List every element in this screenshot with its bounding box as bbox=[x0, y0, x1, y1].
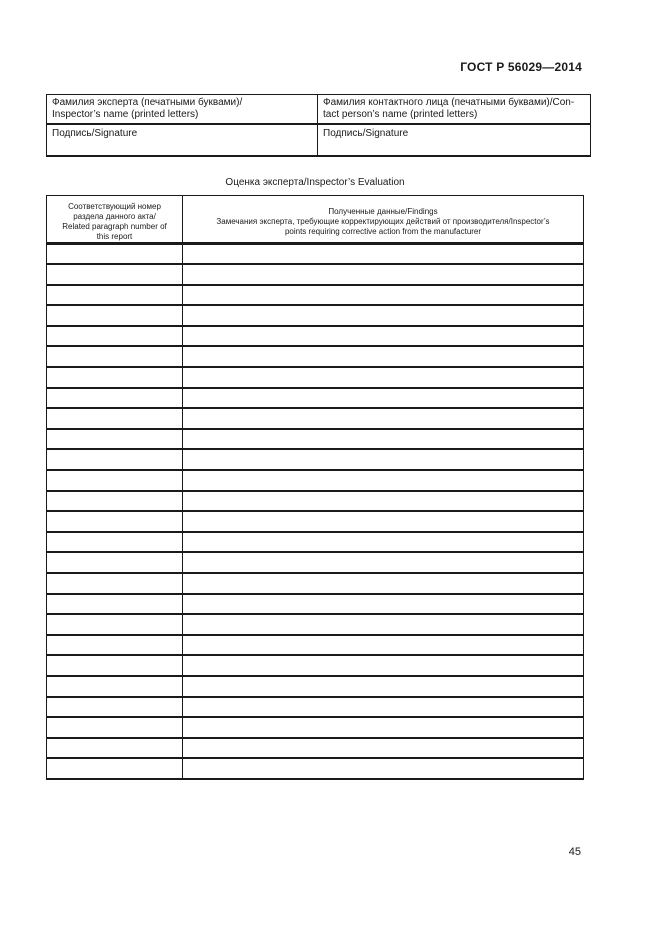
paragraph-number-cell bbox=[47, 697, 183, 718]
findings-cell bbox=[183, 470, 584, 491]
evaluation-row bbox=[47, 614, 584, 635]
findings-cell bbox=[183, 676, 584, 697]
findings-cell bbox=[183, 614, 584, 635]
evaluation-row bbox=[47, 346, 584, 367]
paragraph-header-line: раздела данного акта/ bbox=[73, 212, 156, 221]
paragraph-number-cell bbox=[47, 305, 183, 326]
paragraph-number-cell bbox=[47, 491, 183, 512]
evaluation-row bbox=[47, 470, 584, 491]
paragraph-number-cell bbox=[47, 449, 183, 470]
findings-cell bbox=[183, 244, 584, 265]
document-code: ГОСТ Р 56029—2014 bbox=[460, 60, 582, 74]
paragraph-number-cell bbox=[47, 635, 183, 656]
evaluation-row bbox=[47, 326, 584, 347]
evaluation-header-row bbox=[47, 196, 584, 244]
findings-cell bbox=[183, 264, 584, 285]
paragraph-number-cell bbox=[47, 717, 183, 738]
paragraph-number-cell bbox=[47, 429, 183, 450]
paragraph-number-cell bbox=[47, 511, 183, 532]
findings-header-line: Полученные данные/Findings bbox=[328, 207, 438, 216]
paragraph-number-cell bbox=[47, 532, 183, 553]
findings-cell bbox=[183, 346, 584, 367]
inspector-signature-label: Подпись/Signature bbox=[52, 128, 138, 139]
evaluation-row bbox=[47, 532, 584, 553]
evaluation-row bbox=[47, 367, 584, 388]
findings-header bbox=[183, 196, 584, 244]
findings-cell bbox=[183, 532, 584, 553]
paragraph-number-cell bbox=[47, 738, 183, 759]
evaluation-row bbox=[47, 388, 584, 409]
inspector-signature-cell bbox=[47, 124, 318, 156]
evaluation-row bbox=[47, 655, 584, 676]
contact-name-label-en: tact person’s name (printed letters) bbox=[323, 108, 478, 120]
evaluation-row bbox=[47, 594, 584, 615]
paragraph-number-cell bbox=[47, 552, 183, 573]
paragraph-number-cell bbox=[47, 655, 183, 676]
evaluation-row bbox=[47, 491, 584, 512]
evaluation-row bbox=[47, 552, 584, 573]
paragraph-header-line: this report bbox=[96, 232, 133, 241]
name-row bbox=[47, 95, 591, 125]
evaluation-row bbox=[47, 717, 584, 738]
findings-cell bbox=[183, 655, 584, 676]
findings-header-line: Замечания эксперта, требующие корректирующих действий от производителя/Inspector’s bbox=[216, 217, 550, 226]
evaluation-row bbox=[47, 408, 584, 429]
evaluation-title: Оценка эксперта/Inspector’s Evaluation bbox=[225, 177, 405, 188]
findings-cell bbox=[183, 697, 584, 718]
findings-cell bbox=[183, 717, 584, 738]
evaluation-row bbox=[47, 758, 584, 779]
findings-cell bbox=[183, 758, 584, 779]
findings-cell bbox=[183, 429, 584, 450]
evaluation-row bbox=[47, 429, 584, 450]
paragraph-number-header bbox=[47, 196, 183, 244]
findings-cell bbox=[183, 635, 584, 656]
paragraph-number-cell bbox=[47, 367, 183, 388]
evaluation-row bbox=[47, 264, 584, 285]
evaluation-table bbox=[46, 195, 584, 780]
evaluation-body bbox=[47, 244, 584, 779]
signature-table bbox=[46, 94, 591, 157]
paragraph-number-cell bbox=[47, 388, 183, 409]
paragraph-number-cell bbox=[47, 758, 183, 779]
paragraph-number-cell bbox=[47, 346, 183, 367]
paragraph-number-cell bbox=[47, 470, 183, 491]
inspector-name-cell bbox=[47, 95, 318, 125]
findings-cell bbox=[183, 511, 584, 532]
paragraph-number-cell bbox=[47, 264, 183, 285]
evaluation-row bbox=[47, 449, 584, 470]
page-number: 45 bbox=[568, 846, 581, 858]
findings-cell bbox=[183, 367, 584, 388]
contact-signature-label: Подпись/Signature bbox=[323, 128, 409, 139]
contact-name-label-ru: Фамилия контактного лица (печатными буквами)/Con- bbox=[323, 97, 575, 108]
findings-cell bbox=[183, 408, 584, 429]
evaluation-row bbox=[47, 697, 584, 718]
contact-signature-cell bbox=[318, 124, 591, 156]
evaluation-row bbox=[47, 676, 584, 697]
inspector-name-label-en: Inspector’s name (printed letters) bbox=[52, 108, 199, 120]
findings-cell bbox=[183, 388, 584, 409]
evaluation-row bbox=[47, 738, 584, 759]
contact-name-cell bbox=[318, 95, 591, 125]
paragraph-header-line: Соответствующий номер bbox=[68, 202, 161, 211]
paragraph-number-cell bbox=[47, 408, 183, 429]
evaluation-row bbox=[47, 285, 584, 306]
paragraph-number-cell bbox=[47, 573, 183, 594]
paragraph-number-cell bbox=[47, 614, 183, 635]
inspector-name-label-ru: Фамилия эксперта (печатными буквами)/ bbox=[52, 97, 243, 108]
findings-cell bbox=[183, 738, 584, 759]
findings-cell bbox=[183, 594, 584, 615]
findings-cell bbox=[183, 305, 584, 326]
findings-cell bbox=[183, 552, 584, 573]
findings-cell bbox=[183, 285, 584, 306]
paragraph-number-cell bbox=[47, 594, 183, 615]
paragraph-number-cell bbox=[47, 244, 183, 265]
paragraph-number-cell bbox=[47, 285, 183, 306]
evaluation-row bbox=[47, 511, 584, 532]
evaluation-row bbox=[47, 635, 584, 656]
paragraph-header-line: Related paragraph number of bbox=[62, 222, 167, 231]
findings-cell bbox=[183, 326, 584, 347]
evaluation-row bbox=[47, 244, 584, 265]
findings-cell bbox=[183, 491, 584, 512]
paragraph-number-cell bbox=[47, 326, 183, 347]
findings-cell bbox=[183, 573, 584, 594]
paragraph-number-cell bbox=[47, 676, 183, 697]
evaluation-row bbox=[47, 305, 584, 326]
findings-header-line: points requiring corrective action from the manufacturer bbox=[284, 227, 482, 236]
findings-cell bbox=[183, 449, 584, 470]
signature-row bbox=[47, 124, 591, 156]
evaluation-row bbox=[47, 573, 584, 594]
